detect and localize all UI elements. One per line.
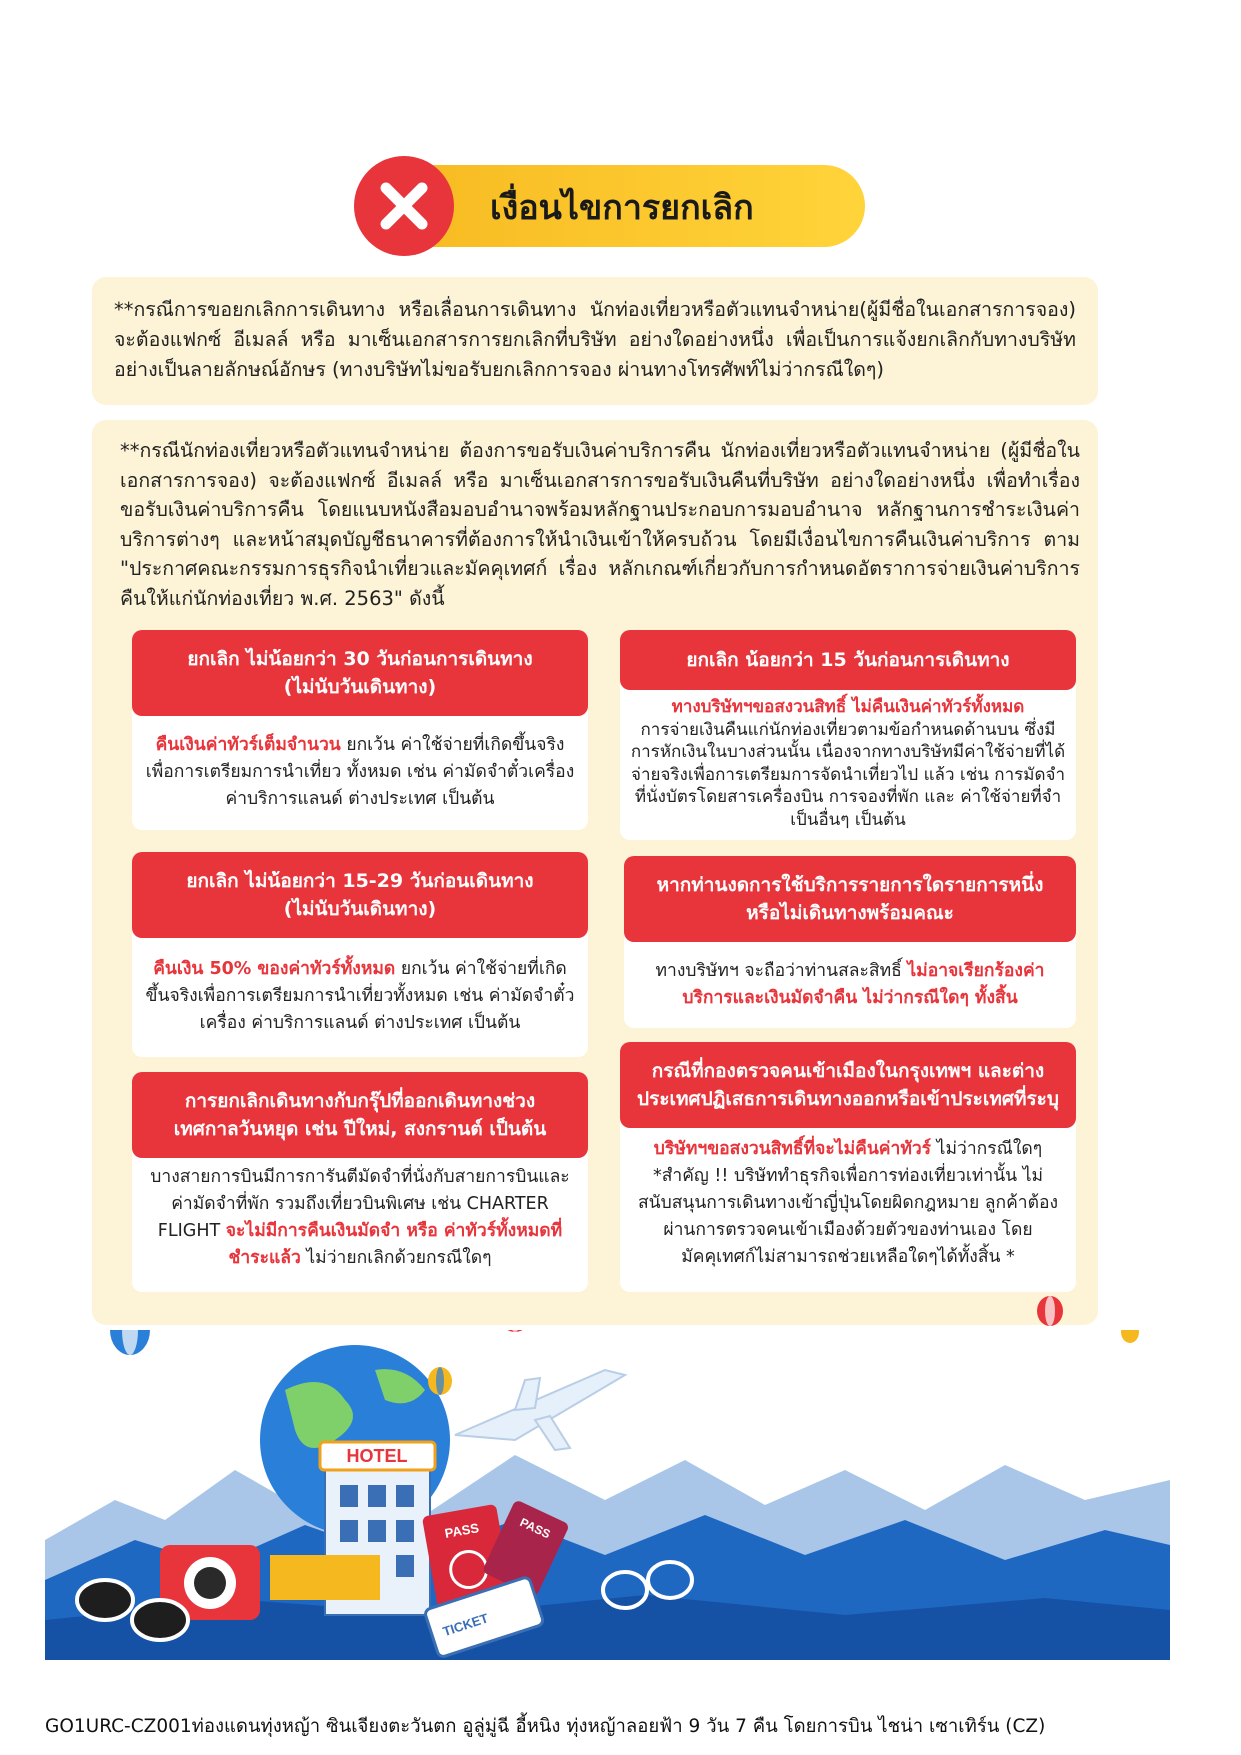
cancel-notice-text: **กรณีการขอยกเลิกการเดินทาง หรือเลื่อนการเดินทาง นักท่องเที่ยวหรือตัวแทนจำหน่าย(ผู้มีชื่อในเอกสารการจอง) จะต้องแฟกซ์ อีเมลล์ หรือ มาเซ็นเอกสารการยกเลิกที่บริษัท อย่างใดอย่างหนึ่ง เพื่อเป็นการแจ้งยกเลิกกับทางบริษัทอย่างเป็นลายลักษณ์อักษร (ทางบริษัทไม่ขอรับยกเลิกการจอง ผ่านทางโทรศัพท์ไม่ว่ากรณีใดๆ) xyxy=(114,298,1076,381)
refund-notice-text: **กรณีนักท่องเที่ยวหรือตัวแทนจำหน่าย ต้องการขอรับเงินค่าบริการคืน นักท่องเที่ยวหรือตัวแทนจำหน่าย (ผู้มีชื่อในเอกสารการจอง) จะต้องแฟกซ์ อีเมลล์ หรือ มาเซ็นเอกสารการขอรับเงินคืนที่บริษัท อย่างใดอย่างหนึ่ง เพื่อทำเรื่องขอรับเงินค่าบริการคืน โดยแนบหนังสือมอบอำนาจพร้อมหลักฐานประกอบการมอบอำนาจ หลักฐานการชำระเงินค่าบริการต่างๆ และหน้าสมุดบัญชีธนาคารที่ต้องการให้นำเงินเข้าให้ครบถ้วน โดยมีเงื่อนไขการคืนเงินค่าบริการ ตาม "ประกาศคณะกรรมการธุรกิจนำเที่ยวและมัคคุเทศก์ เรื่อง หลักเกณฑ์เกี่ยวกับการกำหนดอัตราการจ่ายเงินค่าบริการคืนให้แก่นักท่องเที่ยว พ.ศ. 2563" ดังนี้ xyxy=(120,439,1080,610)
condition-card-header xyxy=(624,856,1076,942)
reception-desk xyxy=(270,1555,380,1600)
refund-conditions-box xyxy=(92,420,1098,1325)
hot-air-balloon-icon xyxy=(1035,1295,1065,1335)
cancel-notice-box xyxy=(92,277,1098,405)
condition-card-30-days xyxy=(132,630,588,830)
card-highlight-text: ไม่อาจเรียกร้องค่าบริการและเงินมัดจำคืน ไม่ว่ากรณีใดๆ ทั้งสิ้น xyxy=(682,961,1045,1008)
travel-illustration xyxy=(45,1330,1170,1660)
condition-card-body xyxy=(630,1136,1066,1271)
hotel-sign-text: HOTEL xyxy=(346,1446,408,1466)
footer-program-title: GO1URC-CZ001ท่องแดนทุ่งหญ้า ซินเจียงตะวันตก อูลู่มู่ฉี อี้หนิง ทุ่งหญ้าลอยฟ้า 9 วัน 7 คืน โดยการบิน ไชน่า เซาเทิร์น (CZ) xyxy=(45,1716,1046,1737)
condition-card-header xyxy=(132,852,588,938)
hot-air-balloon-icon xyxy=(1121,1330,1139,1343)
card-highlight-text: จะไม่มีการคืนเงินมัดจำ หรือ ค่าทัวร์ทั้งหมดที่ชำระแล้ว xyxy=(225,1221,563,1268)
airplane-icon xyxy=(455,1370,625,1450)
card-header-line1: ยกเลิก น้อยกว่า 15 วันก่อนการเดินทาง xyxy=(686,649,1010,671)
card-header-line2: (ไม่นับวันเดินทาง) xyxy=(283,898,437,920)
card-header-line2: (ไม่นับวันเดินทาง) xyxy=(283,676,437,698)
condition-card-body xyxy=(142,732,578,813)
card-highlight-text: บริษัทฯขอสงวนสิทธิ์ที่จะไม่คืนค่าทัวร์ xyxy=(653,1139,932,1159)
condition-card-header xyxy=(620,1042,1076,1128)
hot-air-balloon-icon xyxy=(425,1365,455,1405)
ticket-label: TICKET xyxy=(440,1610,491,1640)
card-highlight-text: ทางบริษัทฯขอสงวนสิทธิ์ ไม่คืนเงินค่าทัวร์ทั้งหมด xyxy=(671,697,1025,717)
card-body-text: ทางบริษัทฯ จะถือว่าท่านสละสิทธิ์ xyxy=(655,961,908,981)
condition-card-body xyxy=(634,958,1066,1012)
card-body-text: บางสายการบินมีการการันตีมัดจำที่นั่งกับสายการบินและค่ามัดจำที่พัก รวมถึงเที่ยวบินพิเศษ เช่น CHARTER FLIGHT xyxy=(150,1167,570,1241)
passport-label: PASS xyxy=(443,1520,481,1541)
card-header-line1: การยกเลิกเดินทางกับกรุ๊ปที่ออกเดินทางช่วง xyxy=(184,1090,536,1112)
condition-card-immigration xyxy=(620,1042,1076,1292)
condition-card-body xyxy=(630,696,1066,831)
condition-card-15-29-days xyxy=(132,852,588,1057)
condition-card-under-15-days xyxy=(620,630,1076,840)
card-header-line1: ยกเลิก ไม่น้อยกว่า 15-29 วันก่อนเดินทาง xyxy=(186,870,534,892)
card-header-line1: กรณีที่กองตรวจคนเข้าเมืองในกรุงเทพฯ และต่าง xyxy=(651,1060,1045,1082)
condition-card-header xyxy=(620,630,1076,690)
card-highlight-text: คืนเงิน 50% ของค่าทัวร์ทั้งหมด xyxy=(153,959,396,979)
card-body-text: ไม่ว่ากรณีใดๆ *สำคัญ !! บริษัททำธุรกิจเพื่อการท่องเที่ยวเท่านั้น ไม่สนับสนุนการเดินทางเข้าญี่ปุ่นโดยผิดกฎหมาย ลูกค้าต้องผ่านการตรวจคนเข้าเมืองด้วยตัวของท่านเอง โดยมัคคุเทศก์ไม่สามารถช่วยเหลือใดๆได้ทั้งสิ้น * xyxy=(637,1139,1059,1267)
condition-card-holiday-group xyxy=(132,1072,588,1292)
card-header-line2: หรือไม่เดินทางพร้อมคณะ xyxy=(746,902,954,924)
page-title: เงื่อนไขการยกเลิก xyxy=(490,188,754,228)
card-body-text: ยกเว้น ค่าใช้จ่ายที่เกิดขึ้นจริงเพื่อการเตรียมการนำเที่ยว ทั้งหมด เช่น ค่ามัดจำตั๋วเครื่อง ค่าบริการแลนด์ ต่างประเทศ เป็นต้น xyxy=(145,735,575,809)
hot-air-balloon-icon xyxy=(497,1330,533,1332)
condition-card-body xyxy=(142,1164,578,1272)
condition-card-no-show xyxy=(624,856,1076,1028)
passport-label: PASS xyxy=(517,1515,553,1542)
card-highlight-text: คืนเงินค่าทัวร์เต็มจำนวน xyxy=(155,735,341,755)
card-body-text: การจ่ายเงินคืนแก่นักท่องเที่ยวตามข้อกำหนดด้านบน ซึ่งมีการหักเงินในบางส่วนนั้น เนื่องจากทางบริษัทมีค่าใช้จ่ายที่ได้จ่ายจริงเพื่อการเตรียมการจัดนำเที่ยวไป แล้ว เช่น การมัดจำที่นั่งบัตรโดยสารเครื่องบิน การจองที่พัก และ ค่าใช้จ่ายที่จำเป็นอื่นๆ เป็นต้น xyxy=(630,719,1066,830)
card-header-line1: ยกเลิก ไม่น้อยกว่า 30 วันก่อนการเดินทาง xyxy=(187,648,533,670)
card-body-text: ยกเว้น ค่าใช้จ่ายที่เกิดขึ้นจริงเพื่อการเตรียมการนำเที่ยวทั้งหมด เช่น ค่ามัดจำตั๋วเครื่อง ค่าบริการแลนด์ ต่างประเทศ เป็นต้น xyxy=(145,959,575,1033)
condition-card-body xyxy=(142,956,578,1037)
close-x-icon xyxy=(354,156,454,256)
condition-card-header xyxy=(132,630,588,716)
card-header-line2: เทศกาลวันหยุด เช่น ปีใหม่, สงกรานต์ เป็นต้น xyxy=(173,1118,547,1140)
hot-air-balloon-icon xyxy=(110,1330,150,1355)
condition-card-header xyxy=(132,1072,588,1158)
card-header-line1: หากท่านงดการใช้บริการรายการใดรายการหนึ่ง xyxy=(656,874,1044,896)
card-body-text-end: ไม่ว่ายกเลิกด้วยกรณีใดๆ xyxy=(300,1248,492,1268)
card-header-line2: ประเทศปฏิเสธการเดินทางออกหรือเข้าประเทศที่ระบุ xyxy=(637,1088,1059,1110)
